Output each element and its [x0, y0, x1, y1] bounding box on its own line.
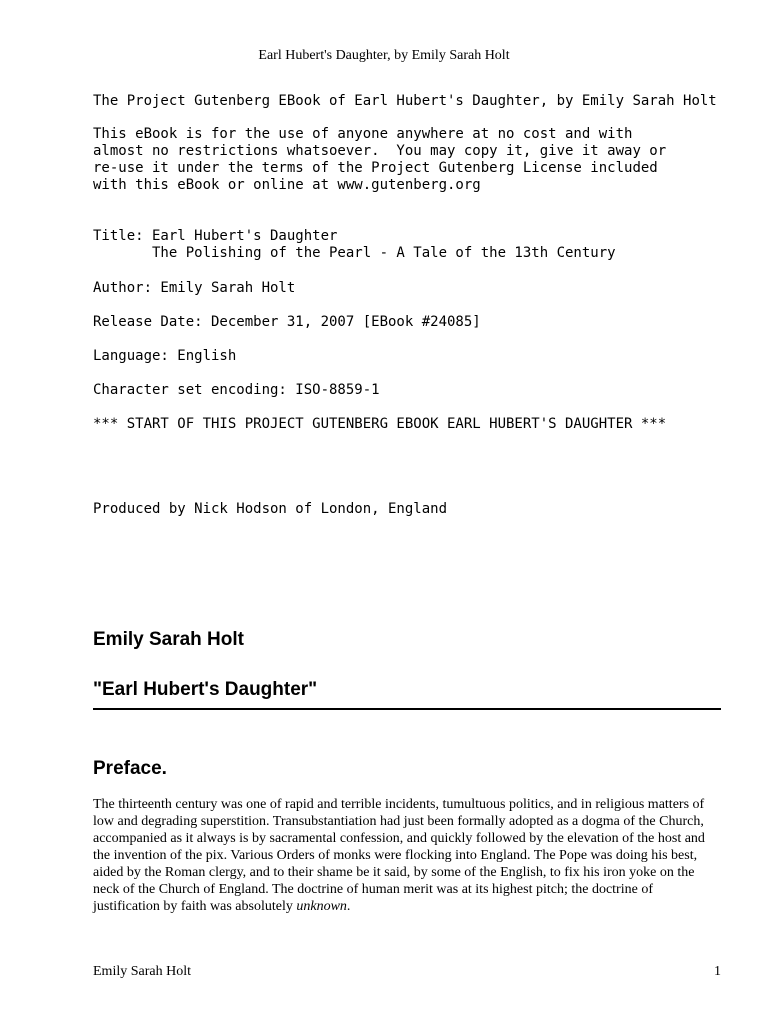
ebook-title-line: The Project Gutenberg EBook of Earl Hubert's Daughter, by Emily Sarah Holt [93, 93, 717, 109]
produced-by-line: Produced by Nick Hodson of London, England [93, 501, 448, 517]
author-heading: Emily Sarah Holt [93, 629, 244, 650]
preface-emphasis: unknown [296, 899, 347, 914]
preface-line-last [93, 898, 723, 915]
preface-line: aided by the Roman clergy, and to their shame be it said, by some of the English, to fix his iron yoke on the [93, 865, 695, 880]
license-notice [93, 126, 753, 194]
preface-heading: Preface. [93, 758, 167, 779]
release-date-line: Release Date: December 31, 2007 [EBook #24085] [93, 314, 481, 330]
license-line: with this eBook or online at www.gutenberg.org [93, 177, 481, 193]
preface-text: justification by faith was absolutely [93, 899, 297, 914]
license-line: almost no restrictions whatsoever. You may copy it, give it away or [93, 143, 667, 159]
preface-line: neck of the Church of England. The doctrine of human merit was at its highest pitch; the doctrine of [93, 882, 653, 897]
page-number: 1 [714, 964, 721, 979]
author-line: Author: Emily Sarah Holt [93, 280, 296, 296]
book-title-heading: "Earl Hubert's Daughter" [93, 679, 318, 700]
footer-author: Emily Sarah Holt [93, 964, 191, 979]
preface-line: the invention of the pix. Various Orders of monks were flocking into England. The Pope was doing his best, [93, 848, 698, 863]
license-line: re-use it under the terms of the Project Gutenberg License included [93, 160, 658, 176]
charset-line: Character set encoding: ISO-8859-1 [93, 382, 380, 398]
running-header: Earl Hubert's Daughter, by Emily Sarah Holt [258, 48, 510, 63]
subtitle-line: The Polishing of the Pearl - A Tale of the 13th Century [93, 245, 616, 261]
language-line: Language: English [93, 348, 237, 364]
start-marker-line: *** START OF THIS PROJECT GUTENBERG EBOOK EARL HUBERT'S DAUGHTER *** [93, 416, 667, 432]
license-line: This eBook is for the use of anyone anywhere at no cost and with [93, 126, 633, 142]
preface-line: low and degrading superstition. Transubstantiation had just been formally adopted as a dogma of the Church, [93, 814, 704, 829]
preface-period: . [346, 899, 351, 914]
title-line: Title: Earl Hubert's Daughter [93, 228, 338, 244]
title-divider [93, 708, 721, 710]
preface-line: The thirteenth century was one of rapid and terrible incidents, tumultuous politics, and in religious matters of [93, 797, 705, 812]
title-block [93, 228, 753, 262]
preface-paragraph [93, 796, 723, 915]
preface-line: accompanied as it always is by sacramental confession, and quickly followed by the elevation of the host and [93, 831, 705, 846]
